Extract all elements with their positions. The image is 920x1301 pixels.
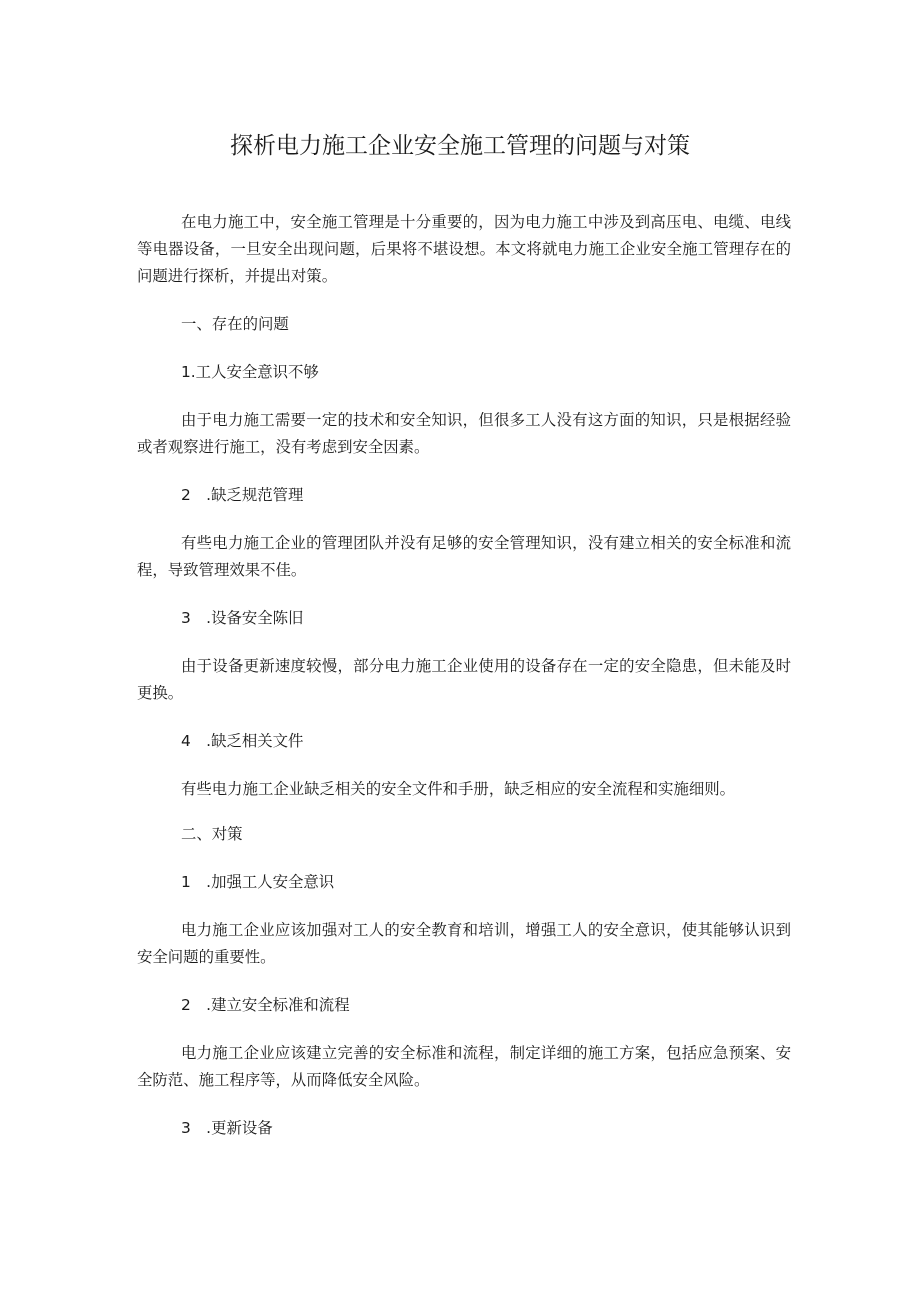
countermeasure-paragraph-2: 电力施工企业应该建立完善的安全标准和流程，制定详细的施工方案，包括应急预案、安全防范、施工程序等，从而降低安全风险。: [137, 1044, 791, 1089]
page-title: 探析电力施工企业安全施工管理的问题与对策: [230, 133, 690, 159]
section-heading-countermeasures: 二、对策: [181, 825, 243, 843]
intro-paragraph: 在电力施工中，安全施工管理是十分重要的，因为电力施工中涉及到高压电、电缆、电线等电器设备，一旦安全出现问题，后果将不堪设想。本文将就电力施工企业安全施工管理存在的问题进行探析，并提出对策。: [137, 213, 791, 285]
problem-heading-2: 2 .缺乏规范管理: [181, 486, 304, 504]
problem-paragraph-4: 有些电力施工企业缺乏相关的安全文件和手册，缺乏相应的安全流程和实施细则。: [181, 780, 736, 798]
countermeasure-heading-3: 3 .更新设备: [181, 1119, 273, 1137]
countermeasure-heading-2: 2 .建立安全标准和流程: [181, 996, 350, 1014]
countermeasure-heading-1: 1 .加强工人安全意识: [181, 873, 335, 891]
problem-heading-4: 4 .缺乏相关文件: [181, 732, 304, 750]
problem-heading-3: 3 .设备安全陈旧: [181, 609, 304, 627]
section-heading-problems: 一、存在的问题: [181, 315, 289, 333]
problem-paragraph-2: 有些电力施工企业的管理团队并没有足够的安全管理知识，没有建立相关的安全标准和流程，导致管理效果不佳。: [137, 534, 791, 579]
problem-paragraph-3: 由于设备更新速度较慢，部分电力施工企业使用的设备存在一定的安全隐患，但未能及时更换。: [137, 657, 791, 702]
document-body: [137, 209, 791, 1142]
problem-heading-1: 1.工人安全意识不够: [181, 363, 319, 381]
problem-paragraph-1: 由于电力施工需要一定的技术和安全知识，但很多工人没有这方面的知识，只是根据经验或者观察进行施工，没有考虑到安全因素。: [137, 411, 791, 456]
countermeasure-paragraph-1: 电力施工企业应该加强对工人的安全教育和培训，增强工人的安全意识，使其能够认识到安全问题的重要性。: [137, 921, 791, 966]
